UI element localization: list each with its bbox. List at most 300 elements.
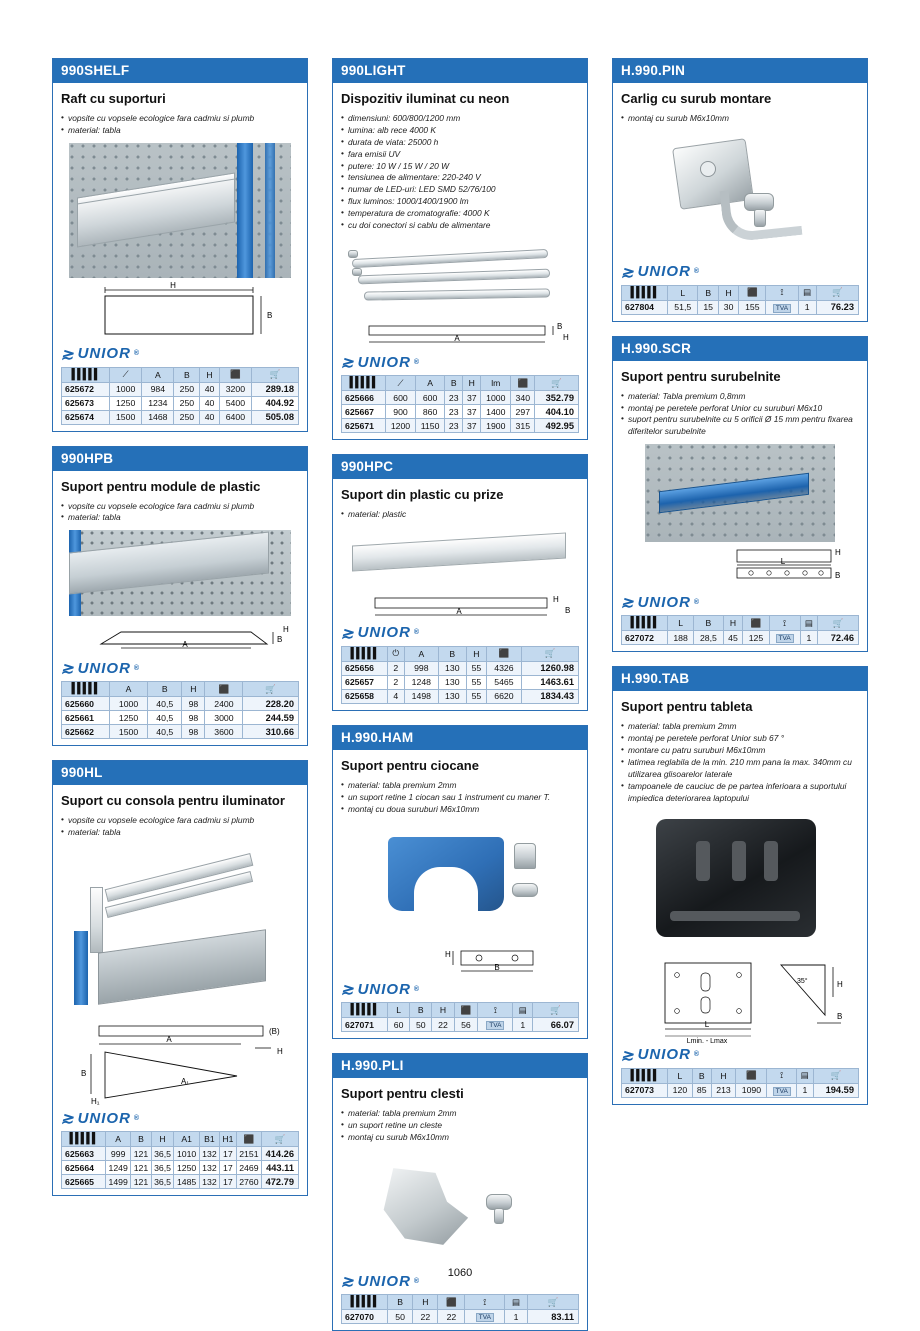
product-features <box>341 509 579 521</box>
weight-icon: ⬛ <box>438 1295 465 1310</box>
col-header: H <box>718 285 738 300</box>
svg-text:H: H <box>283 625 289 635</box>
weight-icon: ⬛ <box>236 1132 261 1147</box>
cell: 1250 <box>174 1161 199 1175</box>
cell: 98 <box>182 697 205 711</box>
svg-text:H: H <box>445 950 451 960</box>
cell: 155 <box>739 300 766 314</box>
col-header: B <box>174 367 200 382</box>
brand-trademark: ® <box>413 985 421 993</box>
feature-item: • montaj pe peretele perforat Unior sub 67 ° <box>621 733 859 745</box>
barcode-icon: ▌▌▌▌▌ <box>630 286 659 299</box>
cell: 340 <box>511 391 535 405</box>
col-header: B <box>439 646 467 661</box>
brand-logo <box>61 345 299 363</box>
svg-text:H: H <box>835 548 841 558</box>
cell: 999 <box>106 1147 131 1161</box>
brand-name: UNIOR <box>77 659 131 677</box>
table-row <box>62 1147 299 1161</box>
table-row <box>62 1161 299 1175</box>
page-number: 1060 <box>447 1267 473 1279</box>
cell: 600 <box>415 391 444 405</box>
cell: 36,5 <box>151 1161 174 1175</box>
cell: 1400 <box>481 405 511 419</box>
table-row <box>342 1310 579 1324</box>
brand-trademark: ® <box>693 1051 701 1059</box>
table-header-row <box>62 682 299 697</box>
cell: 17 <box>220 1147 237 1161</box>
brand-name: UNIOR <box>357 353 411 371</box>
table-row <box>342 1018 579 1032</box>
col-header: B1 <box>199 1132 219 1147</box>
feature-item: • dimensiuni: 600/800/1200 mm <box>341 113 579 125</box>
cell: 188 <box>668 631 694 645</box>
dimension-drawing-h990ham <box>341 945 579 977</box>
product-photo-h990pli <box>341 1150 579 1270</box>
cell: 860 <box>415 405 444 419</box>
cell: 50 <box>410 1018 432 1032</box>
price: 472.79 <box>262 1175 299 1189</box>
svg-text:B: B <box>267 310 273 320</box>
product-title: Suport pentru tableta <box>621 699 753 715</box>
brand-trademark: ® <box>693 598 701 606</box>
product-photo-990light <box>341 238 579 316</box>
svg-text:H: H <box>563 333 569 343</box>
barcode-icon: ▌▌▌▌▌ <box>630 617 659 630</box>
cell: 17 <box>220 1161 237 1175</box>
brand-trademark: ® <box>413 629 421 637</box>
article-code: 625666 <box>342 391 386 405</box>
feature-item: • numar de LED-uri: LED SMD 52/76/100 <box>341 184 579 196</box>
column-middle <box>332 58 588 1331</box>
feature-item: • material: tabla premium 2mm <box>341 1108 579 1120</box>
barcode-icon: ▌▌▌▌▌ <box>350 647 379 660</box>
brand-swoosh-icon: ≳ <box>341 981 355 999</box>
feature-item: • material: tabla premium 2mm <box>621 721 859 733</box>
vat-icon: ⟟ <box>465 1295 505 1310</box>
cell: 1250 <box>110 711 148 725</box>
brand-logo <box>61 659 299 677</box>
brand-swoosh-icon: ≳ <box>341 354 355 372</box>
cell: 1000 <box>110 697 148 711</box>
col-header: B <box>694 616 723 631</box>
column-left <box>52 58 308 1331</box>
price: 1834.43 <box>521 689 578 703</box>
feature-item: • lumina: alb rece 4000 K <box>341 125 579 137</box>
brand-logo <box>621 263 859 281</box>
cell: 1250 <box>110 396 142 410</box>
cell: 1498 <box>404 689 438 703</box>
cell: 998 <box>404 661 438 675</box>
cell: 121 <box>131 1161 151 1175</box>
cell: 37 <box>463 405 481 419</box>
cell: 1 <box>798 300 816 314</box>
cell: 40 <box>200 410 219 424</box>
price: 1463.61 <box>521 675 578 689</box>
cell: 51,5 <box>668 300 698 314</box>
weight-icon: ⬛ <box>454 1003 478 1018</box>
col-header: ⟋ <box>386 376 416 391</box>
product-photo-990hpb <box>61 530 299 616</box>
product-title: Suport pentru ciocane <box>341 757 479 773</box>
product-photo-h990ham <box>341 821 579 941</box>
product-title: Dispozitiv iluminat cu neon <box>341 91 510 106</box>
spec-table-990hpb <box>61 681 299 739</box>
feature-item: • material: plastic <box>341 509 579 521</box>
weight-icon: ⬛ <box>487 646 521 661</box>
svg-text:H: H <box>553 594 559 604</box>
cell: 132 <box>199 1175 219 1189</box>
price: 404.92 <box>251 396 298 410</box>
product-title: Carlig cu surub montare <box>621 91 772 106</box>
cell: 37 <box>463 391 481 405</box>
spec-table-990hpc <box>341 646 579 704</box>
feature-item: • vopsite cu vopsele ecologice fara cadmiu si plumb <box>61 815 299 827</box>
cell: 23 <box>445 419 463 433</box>
table-row <box>342 419 579 433</box>
cell: 1 <box>797 1083 814 1097</box>
vat-cell <box>478 1018 513 1032</box>
cell: 250 <box>174 382 200 396</box>
col-header: A <box>110 682 148 697</box>
barcode-icon: ▌▌▌▌▌ <box>349 377 378 390</box>
feature-item: • montaj cu doua suruburi M6x10mm <box>341 804 579 816</box>
brand-logo <box>621 1046 859 1064</box>
col-header: H1 <box>220 1132 237 1147</box>
brand-swoosh-icon: ≳ <box>341 624 355 642</box>
weight-icon: ⬛ <box>219 367 251 382</box>
cell: 1000 <box>481 391 511 405</box>
cell: 6400 <box>219 410 251 424</box>
svg-text:B: B <box>557 322 563 332</box>
cell: 3200 <box>219 382 251 396</box>
product-code-heading: 990HPB <box>53 447 307 471</box>
table-row <box>342 675 579 689</box>
svg-text:B: B <box>837 1011 843 1021</box>
cell: 6620 <box>487 689 521 703</box>
cell: 55 <box>466 689 487 703</box>
cell: 23 <box>445 405 463 419</box>
article-code: 627804 <box>622 300 668 314</box>
box-icon: ▤ <box>798 285 816 300</box>
cell: 1090 <box>736 1083 767 1097</box>
product-photo-h990scr <box>621 444 859 542</box>
price-icon: 🛒 <box>243 682 299 697</box>
product-features <box>61 113 299 137</box>
cell: 36,5 <box>151 1147 174 1161</box>
price: 66.07 <box>533 1018 579 1032</box>
price: 352.79 <box>535 391 579 405</box>
cell: 4326 <box>487 661 521 675</box>
product-title: Suport pentru clesti <box>341 1086 464 1102</box>
brand-swoosh-icon: ≳ <box>341 1273 355 1291</box>
feature-item: • material: tabla premium 2mm <box>341 780 579 792</box>
price-icon: 🛒 <box>818 616 859 631</box>
cell: 1 <box>800 631 818 645</box>
barcode-icon: ▌▌▌▌▌ <box>630 1069 659 1082</box>
article-code: 625658 <box>342 689 388 703</box>
product-card-990hpb <box>52 446 308 747</box>
col-header: H <box>466 646 487 661</box>
brand-name: UNIOR <box>77 345 131 363</box>
cell: 22 <box>432 1018 454 1032</box>
three-column-layout <box>52 58 868 1331</box>
dimension-drawing-990shelf <box>61 282 299 342</box>
product-title: Suport cu consola pentru iluminator <box>61 793 285 809</box>
vat-cell <box>767 1083 797 1097</box>
article-code: 625662 <box>62 725 110 739</box>
svg-text:B: B <box>565 605 571 615</box>
product-photo-h990tab <box>621 811 859 953</box>
cell: 5400 <box>219 396 251 410</box>
svg-text:H: H <box>277 1047 283 1057</box>
price: 83.11 <box>527 1310 578 1324</box>
product-code-heading: 990HL <box>53 761 307 785</box>
feature-item: • material: tabla <box>61 512 299 524</box>
col-header: A <box>106 1132 131 1147</box>
table-row <box>62 711 299 725</box>
col-header: L <box>668 285 698 300</box>
cell: 1 <box>513 1018 533 1032</box>
cell: 1900 <box>481 419 511 433</box>
product-photo-990shelf <box>61 143 299 278</box>
dimension-drawing-990hpb <box>61 620 299 656</box>
table-row <box>622 1083 859 1097</box>
dimension-drawing-h990scr <box>621 546 859 590</box>
cell: 121 <box>131 1175 151 1189</box>
box-icon: ▤ <box>505 1295 528 1310</box>
cell: 40,5 <box>148 725 182 739</box>
product-title: Suport pentru module de plastic <box>61 478 261 494</box>
price: 76.23 <box>816 300 858 314</box>
cell: 55 <box>466 661 487 675</box>
feature-item: • putere: 10 W / 15 W / 20 W <box>341 161 579 173</box>
col-header: A <box>142 367 174 382</box>
box-icon: ▤ <box>513 1003 533 1018</box>
weight-icon: ⬛ <box>736 1068 767 1083</box>
price-icon: 🛒 <box>527 1295 578 1310</box>
dimension-drawing-990hpc <box>341 593 579 621</box>
cell: 85 <box>692 1083 711 1097</box>
article-code: 627071 <box>342 1018 388 1032</box>
feature-item: • tensiunea de alimentare: 220-240 V <box>341 172 579 184</box>
article-code: 625657 <box>342 675 388 689</box>
article-code: 625664 <box>62 1161 106 1175</box>
table-row <box>342 661 579 675</box>
cell: 22 <box>413 1310 438 1324</box>
table-row <box>62 410 299 424</box>
price: 310.66 <box>243 725 299 739</box>
cell: 130 <box>439 661 467 675</box>
product-photo-990hl <box>61 845 299 1010</box>
spec-table-990hl <box>61 1131 299 1189</box>
cell: 4 <box>388 689 405 703</box>
cell: 30 <box>718 300 738 314</box>
cell: 45 <box>723 631 743 645</box>
table-header-row <box>62 1132 299 1147</box>
weight-icon: ⬛ <box>739 285 766 300</box>
product-features <box>341 780 579 816</box>
product-card-990shelf <box>52 58 308 432</box>
vat-badge: TVA <box>773 304 791 313</box>
table-row <box>62 725 299 739</box>
price-icon: 🛒 <box>813 1068 858 1083</box>
cell: 121 <box>131 1147 151 1161</box>
cell: 1 <box>505 1310 528 1324</box>
table-header-row <box>62 367 299 382</box>
cell: 3000 <box>205 711 243 725</box>
col-header: H <box>151 1132 174 1147</box>
weight-icon: ⬛ <box>511 376 535 391</box>
col-header: H <box>723 616 743 631</box>
article-code: 625661 <box>62 711 110 725</box>
cell: 125 <box>743 631 769 645</box>
svg-text:A: A <box>182 640 188 650</box>
product-code-heading: H.990.TAB <box>613 667 867 691</box>
barcode-icon: ▌▌▌▌▌ <box>350 1004 379 1017</box>
cell: 2 <box>388 675 405 689</box>
price-icon: 🛒 <box>251 367 298 382</box>
product-features <box>61 501 299 525</box>
table-header-row <box>622 1068 859 1083</box>
vat-icon: ⟟ <box>767 1068 797 1083</box>
spec-table-h990pli <box>341 1294 579 1324</box>
table-header-row <box>622 616 859 631</box>
cell: 900 <box>386 405 416 419</box>
feature-item: • material: tabla <box>61 827 299 839</box>
cell: 1500 <box>110 725 148 739</box>
svg-text:L: L <box>704 1019 710 1029</box>
price-icon: 🛒 <box>262 1132 299 1147</box>
cell: 17 <box>220 1175 237 1189</box>
brand-name: UNIOR <box>357 624 411 642</box>
col-header: H <box>711 1068 736 1083</box>
svg-text:H₁: H₁ <box>91 1097 100 1107</box>
brand-logo <box>341 624 579 642</box>
feature-item: • durata de viata: 25000 h <box>341 137 579 149</box>
product-code-heading: 990HPC <box>333 455 587 479</box>
brand-name: UNIOR <box>637 263 691 281</box>
cell: 37 <box>463 419 481 433</box>
price: 505.08 <box>251 410 298 424</box>
product-photo-h990pin <box>621 131 859 261</box>
cell: 40,5 <box>148 711 182 725</box>
col-header: A1 <box>174 1132 199 1147</box>
feature-item: • montaj cu surub M6x10mm <box>621 113 859 125</box>
col-header: ⟋ <box>110 367 142 382</box>
col-header: H <box>432 1003 454 1018</box>
table-row <box>62 382 299 396</box>
cell: 1010 <box>174 1147 199 1161</box>
feature-item: • vopsite cu vopsele ecologice fara cadmiu si plumb <box>61 113 299 125</box>
brand-swoosh-icon: ≳ <box>61 660 75 678</box>
product-title: Suport din plastic cu prize <box>341 487 504 503</box>
cell: 60 <box>388 1018 410 1032</box>
col-header: B <box>445 376 463 391</box>
spec-table-h990tab <box>621 1068 859 1098</box>
product-title: Raft cu suporturi <box>61 91 166 106</box>
product-features <box>621 391 859 439</box>
feature-item: • flux luminos: 1000/1400/1900 lm <box>341 196 579 208</box>
spec-table-h990ham <box>341 1002 579 1032</box>
brand-swoosh-icon: ≳ <box>621 594 635 612</box>
col-header: H <box>413 1295 438 1310</box>
product-card-990hpc <box>332 454 588 711</box>
barcode-icon: ▌▌▌▌▌ <box>71 683 100 696</box>
vat-icon: ⟟ <box>769 616 800 631</box>
product-features <box>341 113 579 232</box>
vat-badge: TVA <box>476 1313 494 1322</box>
feature-item: • montare cu patru suruburi M6x10mm <box>621 745 859 757</box>
cell: 120 <box>668 1083 693 1097</box>
cell: 36,5 <box>151 1175 174 1189</box>
brand-trademark: ® <box>693 268 701 276</box>
cell: 22 <box>438 1310 465 1324</box>
svg-text:(B): (B) <box>269 1027 280 1037</box>
feature-item: • vopsite cu vopsele ecologice fara cadmiu si plumb <box>61 501 299 513</box>
brand-swoosh-icon: ≳ <box>621 263 635 281</box>
vat-icon: ⟟ <box>766 285 798 300</box>
svg-text:A: A <box>166 1035 172 1045</box>
column-right <box>612 58 868 1331</box>
table-header-row <box>342 1003 579 1018</box>
table-header-row <box>342 1295 579 1310</box>
svg-text:Lmin. - Lmax: Lmin. - Lmax <box>686 1037 728 1045</box>
cell: 315 <box>511 419 535 433</box>
product-code-heading: H.990.PLI <box>333 1054 587 1078</box>
brand-trademark: ® <box>133 350 141 358</box>
feature-item: • un suport retine 1 ciocan sau 1 instrument cu maner T. <box>341 792 579 804</box>
table-header-row <box>622 285 859 300</box>
cell: 250 <box>174 410 200 424</box>
vat-badge: TVA <box>486 1021 504 1030</box>
price: 492.95 <box>535 419 579 433</box>
plug-icon: ⏻ <box>388 646 405 661</box>
price: 443.11 <box>262 1161 299 1175</box>
cell: 2760 <box>236 1175 261 1189</box>
brand-logo <box>341 353 579 371</box>
product-card-h990pli <box>332 1053 588 1331</box>
weight-icon: ⬛ <box>205 682 243 697</box>
feature-item: • montaj cu surub M6x10mm <box>341 1132 579 1144</box>
vat-badge: TVA <box>776 634 794 643</box>
product-features <box>621 113 859 125</box>
col-header: B <box>410 1003 432 1018</box>
spec-table-990light <box>341 375 579 433</box>
price: 1260.98 <box>521 661 578 675</box>
svg-text:B: B <box>835 571 841 581</box>
cell: 984 <box>142 382 174 396</box>
col-header: H <box>200 367 219 382</box>
cell: 2 <box>388 661 405 675</box>
cell: 1200 <box>386 419 416 433</box>
brand-name: UNIOR <box>357 980 411 998</box>
table-row <box>342 405 579 419</box>
cell: 23 <box>445 391 463 405</box>
feature-item: • material: tabla <box>61 125 299 137</box>
feature-item: • fara emisii UV <box>341 149 579 161</box>
product-features <box>621 721 859 804</box>
svg-text:35°: 35° <box>797 977 808 985</box>
table-header-row <box>342 376 579 391</box>
cell: 2469 <box>236 1161 261 1175</box>
table-header-row <box>342 646 579 661</box>
vat-cell <box>766 300 798 314</box>
cell: 1499 <box>106 1175 131 1189</box>
vat-cell <box>769 631 800 645</box>
cell: 15 <box>698 300 718 314</box>
article-code: 625660 <box>62 697 110 711</box>
